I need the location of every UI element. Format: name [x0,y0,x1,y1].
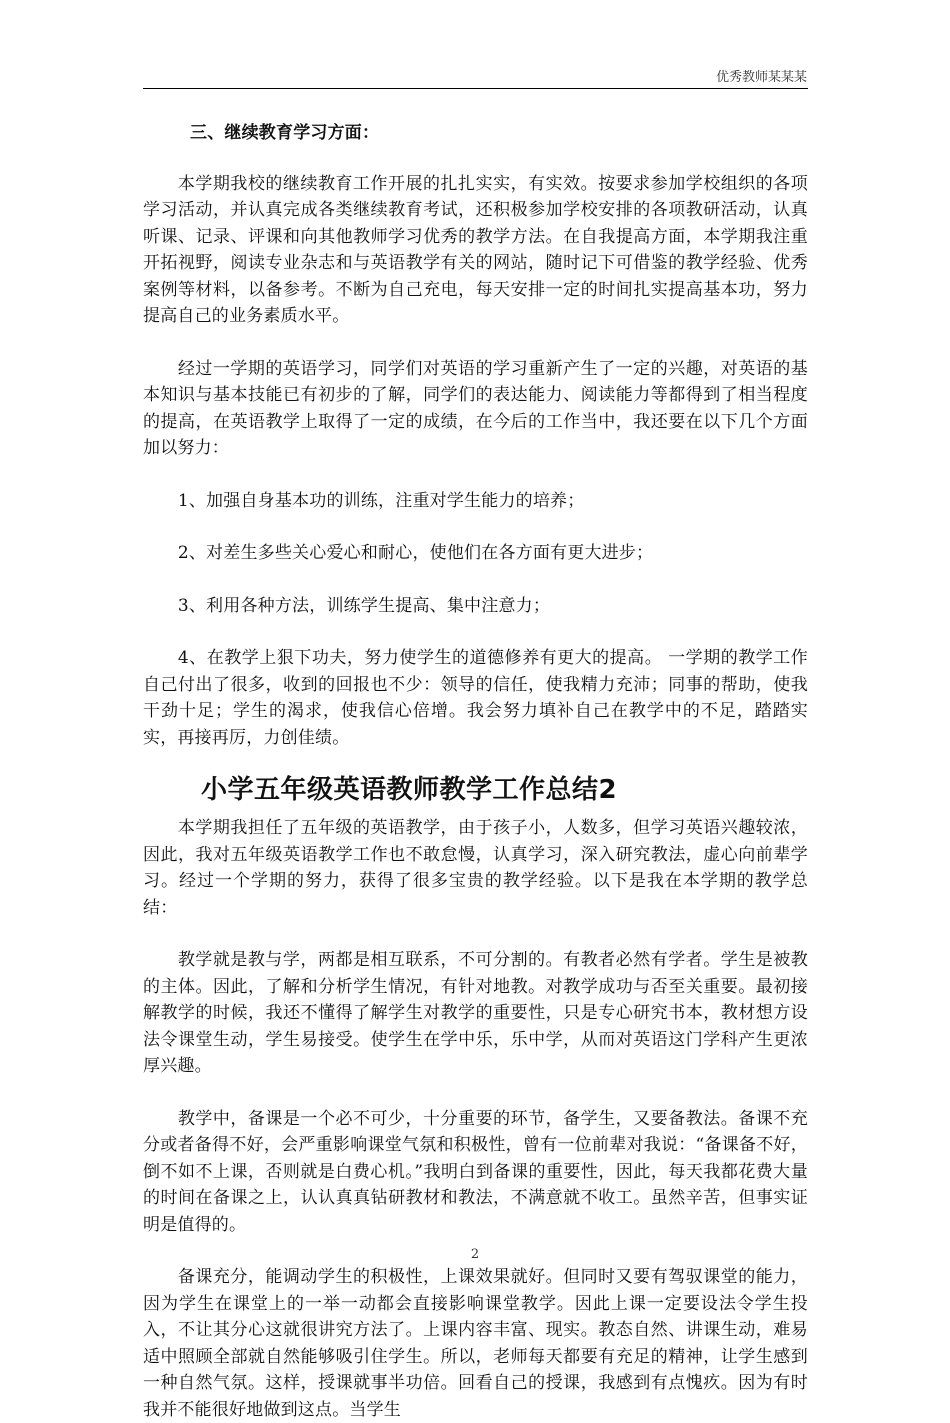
header-divider [143,88,808,89]
paragraph: 本学期我校的继续教育工作开展的扎扎实实，有实效。按要求参加学校组织的各项学习活动，并认真完成各类继续教育考试，还积极参加学校安排的各项教研活动，认真听课、记录、评课和向其他教师学习优秀的教学方法。在自我提高方面，本学期我注重开拓视野，阅读专业杂志和与英语教学有关的网站，随时记下可借鉴的教学经验、优秀案例等材料，以备参考。不断为自己充电，每天安排一定的时间扎实提高基本功，努力提高自己的业务素质水平。 [143,173,808,326]
document-title: 小学五年级英语教师教学工作总结2 [201,775,618,805]
paragraph: 教学中，备课是一个必不可少，十分重要的环节，备学生，又要备教法。备课不充分或者备得不好，会严重影响课堂气氛和积极性，曾有一位前辈对我说：“备课备不好，倒不如不上课，否则就是白费心机。”我明白到备课的重要性，因此，每天我都花费大量的时间在备课之上，认认真真钻研教材和教法，不满意就不收工。虽然辛苦，但事实证明是值得的。 [143,1108,808,1235]
list-item: 1、加强自身基本功的训练，注重对学生能力的培养； [177,490,585,511]
paragraph: 经过一学期的英语学习，同学们对英语的学习重新产生了一定的兴趣，对英语的基本知识与基本技能已有初步的了解，同学们的表达能力、阅读能力等都得到了相当程度的提高，在英语教学上取得了一定的成绩，在今后的工作当中，我还要在以下几个方面加以努力： [143,358,808,458]
paragraph: 本学期我担任了五年级的英语教学，由于孩子小，人数多，但学习英语兴趣较浓，因此，我对五年级英语教学工作也不敢怠慢，认真学习，深入研究教法，虚心向前辈学习。经过一个学期的努力，获得了很多宝贵的教学经验。以下是我在本学期的教学总结： [143,818,808,918]
paragraph: 教学就是教与学，两都是相互联系，不可分割的。有教者必然有学者。学生是被教的主体。因此，了解和分析学生情况，有针对地教。对教学成功与否至关重要。最初接解教学的时候，我还不懂得了解学生对教学的重要性，只是专心研究书本，教材想方设法令课堂生动，学生易接受。使学生在学中乐，乐中学，从而对英语这门学科产生更浓厚兴趣。 [143,950,808,1076]
list-item: 3、利用各种方法，训练学生提高、集中注意力； [177,595,551,616]
section-heading: 三、继续教育学习方面： [190,123,380,143]
page-header: 优秀教师某某某 [715,70,807,85]
document-body [143,102,808,1423]
paragraph: 备课充分，能调动学生的积极性，上课效果就好。但同时又要有驾驭课堂的能力，因为学生在课堂上的一举一动都会直接影响课堂教学。因此上课一定要设法令学生投入，不让其分心这就很讲究方法了。上课内容丰富、现实。教态自然、讲课生动，难易适中照顾全部就自然能够吸引住学生。所以，老师每天都要有充足的精神，让学生感到一种自然气氛。这样，授课就事半功倍。回看自己的授课，我感到有点愧疚。因为有时我并不能很好地做到这点。当学生 [143,1267,808,1420]
list-item: 4、在教学上狠下功夫，努力使学生的道德修养有更大的提高。 一学期的教学工作自己付出了很多，收到的回报也不少：领导的信任，使我精力充沛；同事的帮助，使我干劲十足；学生的渴求，使我信心倍增。我会努力填补自己在教学中的不足，踏踏实实，再接再厉，力创佳绩。 [143,648,808,748]
page-number: 2 [470,1247,480,1262]
list-item: 2、对差生多些关心爱心和耐心，使他们在各方面有更大进步； [177,543,654,563]
